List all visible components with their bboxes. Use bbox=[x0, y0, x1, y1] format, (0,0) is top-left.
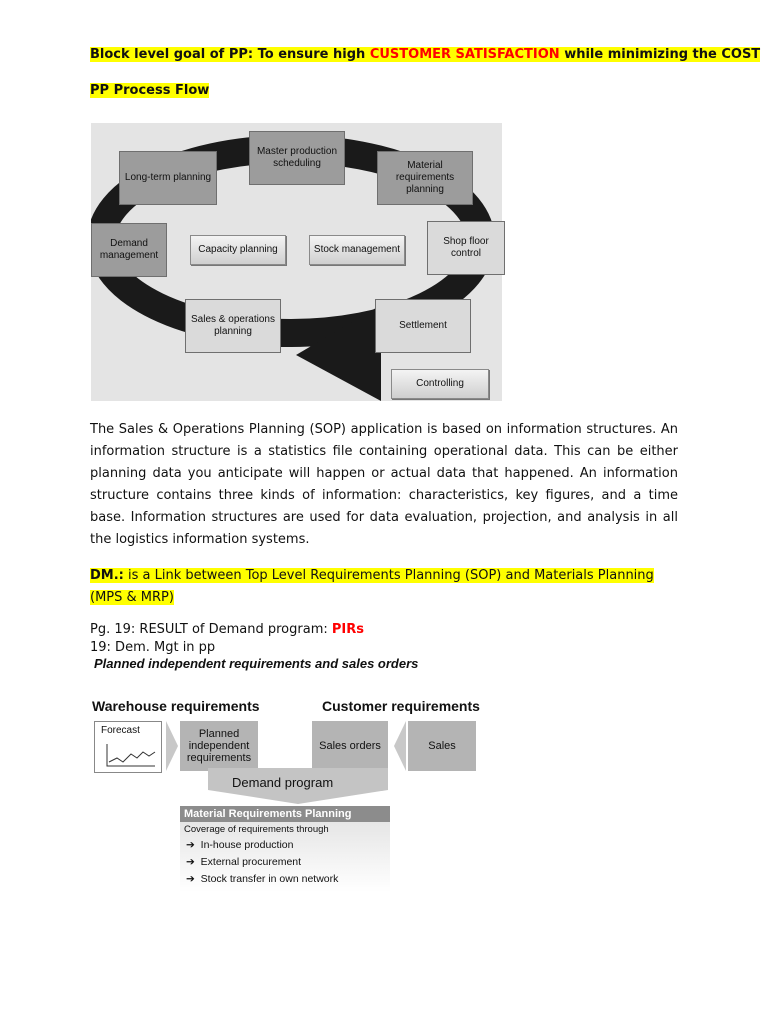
pp-process-flow-diagram bbox=[91, 123, 502, 401]
goal-prefix: Block level goal of PP: To ensure high bbox=[90, 47, 370, 62]
arrow-right-icon: ➔ bbox=[186, 839, 195, 851]
sales-operations-planning-box: Sales & operations planning bbox=[185, 299, 281, 353]
dm-text: is a Link between Top Level Requirements Planning (SOP) and Materials Planning (MPS & MRP) bbox=[90, 568, 654, 605]
warehouse-requirements-label: Warehouse requirements bbox=[92, 698, 260, 714]
dm-label: DM.: bbox=[90, 568, 124, 583]
sales-box: Sales bbox=[408, 721, 476, 771]
shop-floor-control-box: Shop floor control bbox=[427, 221, 505, 275]
forecast-label: Forecast bbox=[101, 725, 140, 736]
demand-program-diagram bbox=[90, 656, 490, 896]
long-term-planning-box: Long-term planning bbox=[119, 151, 217, 205]
forecast-chart-icon bbox=[95, 722, 161, 772]
chevron-left-icon bbox=[392, 721, 408, 771]
arrow-right-icon: ➔ bbox=[186, 856, 195, 868]
stock-management-box: Stock management bbox=[309, 235, 405, 265]
flow-heading-text: PP Process Flow bbox=[90, 83, 210, 98]
dm-definition bbox=[90, 565, 680, 609]
pg19-line bbox=[90, 621, 364, 639]
material-requirements-planning-box: Material requirements planning bbox=[377, 151, 473, 205]
chevron-right-icon bbox=[164, 721, 180, 771]
demand-management-box: Demand management bbox=[91, 223, 167, 277]
mrp-title: Material Requirements Planning bbox=[180, 806, 390, 822]
settlement-box: Settlement bbox=[375, 299, 471, 353]
mrp-panel bbox=[180, 806, 390, 892]
sop-paragraph: The Sales & Operations Planning (SOP) application is based on information structures. An information structure is a statistics file containing operational data. This can be either planning data you anticipate will happen or actual data that happened. An information structure contains three kinds of information: characteristics, key figures, and a time base. Information structures are used for data evaluation, projection, and analysis in all the logistics information systems. bbox=[90, 422, 678, 547]
sales-orders-box: Sales orders bbox=[312, 721, 388, 771]
master-production-scheduling-box: Master production scheduling bbox=[249, 131, 345, 185]
capacity-planning-box: Capacity planning bbox=[190, 235, 286, 265]
planned-independent-requirements-box: Planned independent requirements bbox=[180, 721, 258, 771]
controlling-box: Controlling bbox=[391, 369, 489, 399]
mrp-item: ➔ In-house production bbox=[186, 839, 294, 851]
pg19-emphasis: PIRs bbox=[331, 622, 365, 637]
pg19-prefix: Pg. 19: RESULT of Demand program: bbox=[90, 622, 332, 637]
mrp-item: ➔ External procurement bbox=[186, 856, 302, 868]
arrow-right-icon: ➔ bbox=[186, 873, 195, 885]
goal-suffix: while minimizing the COST bbox=[559, 47, 761, 62]
flow-heading bbox=[90, 82, 209, 100]
mrp-coverage: Coverage of requirements through bbox=[184, 824, 329, 835]
dem-mgt-line: 19: Dem. Mgt in pp bbox=[90, 640, 216, 655]
mrp-item: ➔ Stock transfer in own network bbox=[186, 873, 339, 885]
demand-program-label: Demand program bbox=[232, 775, 334, 790]
customer-requirements-label: Customer requirements bbox=[322, 698, 480, 714]
forecast-box bbox=[94, 721, 162, 773]
goal-emphasis: CUSTOMER SATISFACTION bbox=[369, 47, 560, 62]
demand-diagram-title: Planned independent requirements and sales orders bbox=[94, 656, 419, 671]
goal-line bbox=[90, 46, 760, 64]
